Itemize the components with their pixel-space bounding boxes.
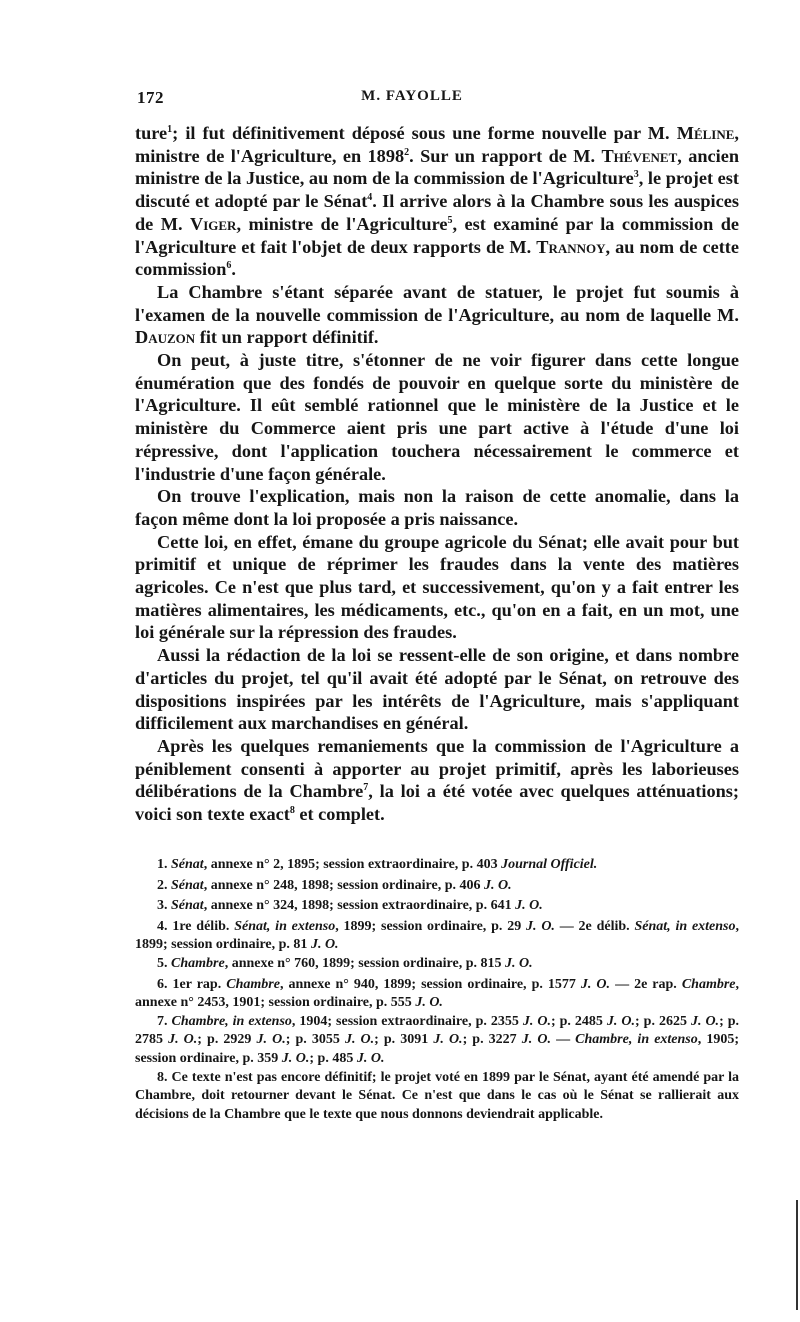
name-trannoy: Trannoy bbox=[536, 236, 606, 257]
footnote: 4. 1re délib. Sénat, in extenso, 1899; session ordinaire, p. 29 J. O. — 2e délib. Sénat, in extenso, 1899; session ordinaire, p. 81 J. O. bbox=[135, 918, 739, 953]
paragraph: Cette loi, en effet, émane du groupe agricole du Sénat; elle avait pour but primitif et unique de réprimer les fraudes dans la vente des matières agricoles. Ce n'est que plus tard, et successivement, qu'on y a fait entrer les matières alimentaires, les médicaments, etc., qu'on en a fait, en un mot, une loi générale sur la répression des fraudes. bbox=[135, 531, 739, 643]
footnote-ref: 6 bbox=[226, 260, 232, 272]
name-thevenet: Thévenet bbox=[601, 145, 678, 166]
paragraph: On peut, à juste titre, s'étonner de ne voir figurer dans cette longue énumération que des fondés de pouvoir en quelque sorte du ministère de l'Agriculture. Il eût semblé rationnel que le ministère de la Justice et le ministère du Commerce aient pris une part active à l'étude d'une loi répressive, dont l'application touchera nécessairement le commerce et l'industrie d'une façon générale. bbox=[135, 350, 739, 484]
footnotes bbox=[135, 856, 739, 1126]
page-edge-mark bbox=[796, 1200, 798, 1310]
body-text bbox=[135, 122, 739, 826]
footnote-ref: 7 bbox=[363, 782, 369, 794]
footnote: 7. Chambre, in extenso, 1904; session extraordinaire, p. 2355 J. O.; p. 2485 J. O.; p. 2625 J. O.; p. 2785 J. O.; p. 2929 J. O.; p. 3055 J. O.; p. 3091 J. O.; p. 3227 J. O. — Chambre, in extenso, 1905; session ordinaire, p. 359 J. O.; p. 485 J. O. bbox=[135, 1013, 740, 1066]
paragraph: Après les quelques remaniements que la commission de l'Agriculture a péniblement consenti à apporter au projet primitif, après les laborieuses délibérations de la Chambre$^7$, la loi a été votée avec quelques atténuations; voici son texte exact$^8$ et complet. bbox=[135, 735, 739, 825]
footnote: 1. Sénat, annexe n° 2, 1895; session extraordinaire, p. 403 Journal Officiel. bbox=[157, 857, 598, 872]
paragraph: ture$^1$; il fut définitivement déposé sous une forme nouvelle par M. Méline, ministre de l'Agriculture, en 1898$^2$. Sur un rapport de M. Thévenet, ancien ministre de la Justice, au nom de la commission de l'Agriculture$^3$, le projet est discuté et adopté par le Sénat$^4$. Il arrive alors à la Chambre sous les auspices de M. Viger, ministre de l'Agriculture$^5$, est examiné par la commission de l'Agriculture et fait l'objet de deux rapports de M. Trannoy, au nom de cette commission$^6$. bbox=[135, 123, 740, 280]
name-meline: Méline bbox=[676, 123, 735, 143]
paragraph: On trouve l'explication, mais non la raison de cette anomalie, dans la façon même dont la loi proposée a pris naissance. bbox=[135, 486, 739, 529]
paragraph: Aussi la rédaction de la loi se ressent-elle de son origine, et dans nombre d'articles du projet, tel qu'il avait été adopté par le Sénat, on retrouve des dispositions inspirées par les intérêts de l'Agriculture, mais s'appliquant difficilement aux marchandises en général. bbox=[135, 645, 739, 734]
footnote-ref: 1 bbox=[167, 124, 173, 135]
footnote-ref: 2 bbox=[404, 146, 410, 158]
paragraph: La Chambre s'étant séparée avant de statuer, le projet fut soumis à l'examen de la nouvelle commission de l'Agriculture, au nom de laquelle M. Dauzon fit un rapport définitif. bbox=[135, 281, 739, 348]
name-dauzon: Dauzon bbox=[135, 327, 196, 348]
footnote: 2. Sénat, annexe n° 248, 1898; session ordinaire, p. 406 J. O. bbox=[157, 877, 512, 893]
footnote: 6. 1er rap. Chambre, annexe n° 940, 1899; session ordinaire, p. 1577 J. O. — 2e rap. Chambre, annexe n° 2453, 1901; session ordinaire, p. 555 J. O. bbox=[135, 976, 740, 1011]
page-number: 172 bbox=[137, 88, 164, 107]
footnote-ref: 4 bbox=[367, 192, 373, 204]
footnote: 8. Ce texte n'est pas encore définitif; le projet voté en 1899 par le Sénat, ayant été amendé par la Chambre, doit retourner devant le Sénat. Ce n'est que dans le cas où le Sénat se rallierait aux décisions de la Chambre que le texte que nous donnons deviendrait applicable. bbox=[135, 1069, 739, 1122]
footnote-ref: 3 bbox=[633, 169, 639, 181]
name-viger: Viger bbox=[190, 213, 237, 234]
footnote-ref: 5 bbox=[447, 214, 453, 226]
footnote-ref: 8 bbox=[289, 805, 295, 817]
footnote: 5. Chambre, annexe n° 760, 1899; session ordinaire, p. 815 J. O. bbox=[157, 955, 533, 971]
running-head: M. FAYOLLE bbox=[361, 88, 463, 104]
footnote: 3. Sénat, annexe n° 324, 1898; session extraordinaire, p. 641 J. O. bbox=[157, 898, 543, 914]
